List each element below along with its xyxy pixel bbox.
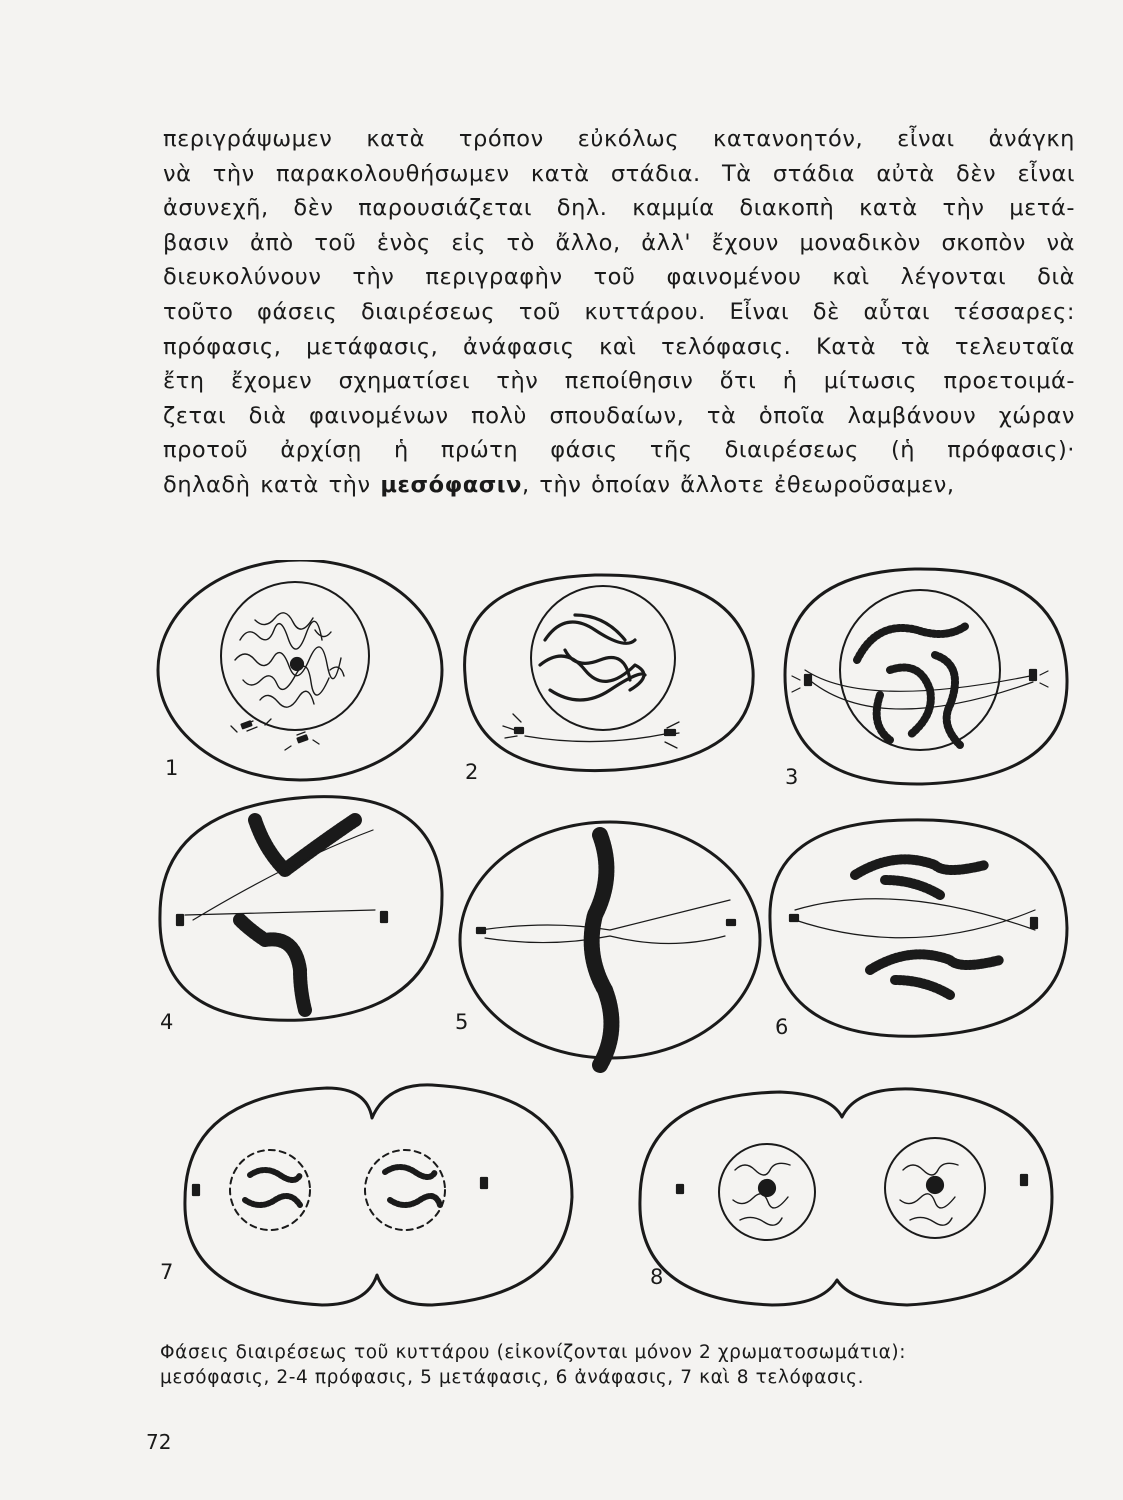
figure-label-7: 7 [160,1260,174,1284]
text-span: , τὴν ὁποίαν ἄλλοτε ἐθεωροῦσαμεν, [522,471,955,498]
text-line: νὰ τὴν παρακολουθήσωμεν κατὰ στάδια. Τὰ στάδια αὐτὰ δὲν εἶναι [163,160,1075,187]
text-line: πρόφασις, μετάφασις, ἀνάφασις καὶ τελόφασις. Κατὰ τὰ τελευταῖα [163,333,1075,360]
caption-line-2: μεσόφασις, 2-4 πρόφασις, 5 μετάφασις, 6 ἀνάφασις, 7 καὶ 8 τελόφασις. [160,1367,865,1388]
figure-label-3: 3 [785,765,799,789]
page-number: 72 [146,1430,172,1454]
cell-7-drawing [185,1085,572,1305]
figure-label-5: 5 [455,1010,469,1034]
figure-label-4: 4 [160,1010,174,1034]
figure-caption [160,1340,1080,1390]
text-line: τοῦτο φάσεις διαιρέσεως τοῦ κυττάρου. Εἶναι δὲ αὗται τέσσαρες: [163,298,1075,325]
text-line: βασιν ἀπὸ τοῦ ἑνὸς εἰς τὸ ἄλλο, ἀλλ' ἔχουν μοναδικὸν σκοπὸν νὰ [163,229,1075,256]
bold-term: μεσόφασιν [380,471,522,498]
text-line-last [163,468,1075,503]
text-span: δηλαδὴ κατὰ τὴν [163,471,381,498]
text-line: ἀσυνεχῆ, δὲν παρουσιάζεται δηλ. καμμία διακοπὴ κατὰ τὴν μετά- [163,195,1075,222]
cell-6-drawing [770,820,1067,1036]
caption-line-1: Φάσεις διαιρέσεως τοῦ κυττάρου (εἰκονίζονται μόνον 2 χρωματοσωμάτια): [160,1342,907,1363]
text-line: περιγράψωμεν κατὰ τρόπον εὐκόλως κατανοητόν, εἶναι ἀνάγκη [163,126,1075,152]
mitosis-figure [145,560,1075,1340]
text-line: διευκολύνουν τὴν περιγραφὴν τοῦ φαινομένου καὶ λέγονται διὰ [163,264,1075,291]
text-line: προτοῦ ἀρχίσῃ ἡ πρώτη φάσις τῆς διαιρέσεως (ἡ πρόφασις)· [163,437,1075,464]
cell-3-drawing [785,569,1067,784]
cell-8-drawing [640,1089,1052,1305]
figure-label-8: 8 [650,1265,664,1289]
figure-label-6: 6 [775,1015,789,1039]
mitosis-drawings [145,560,1075,1340]
cell-4-drawing [160,797,442,1021]
figure-label-2: 2 [465,760,479,784]
cell-5-drawing [460,822,760,1065]
body-paragraph [163,122,1075,503]
cell-1-drawing [158,560,442,780]
figure-label-1: 1 [165,756,179,780]
cell-2-drawing [465,575,754,771]
text-line: ζεται διὰ φαινομένων πολὺ σπουδαίων, τὰ ὁποῖα λαμβάνουν χώραν [163,402,1075,429]
text-line: ἔτη ἔχομεν σχηματίσει τὴν πεποίθησιν ὅτι ἡ μίτωσις προετοιμά- [163,368,1075,395]
